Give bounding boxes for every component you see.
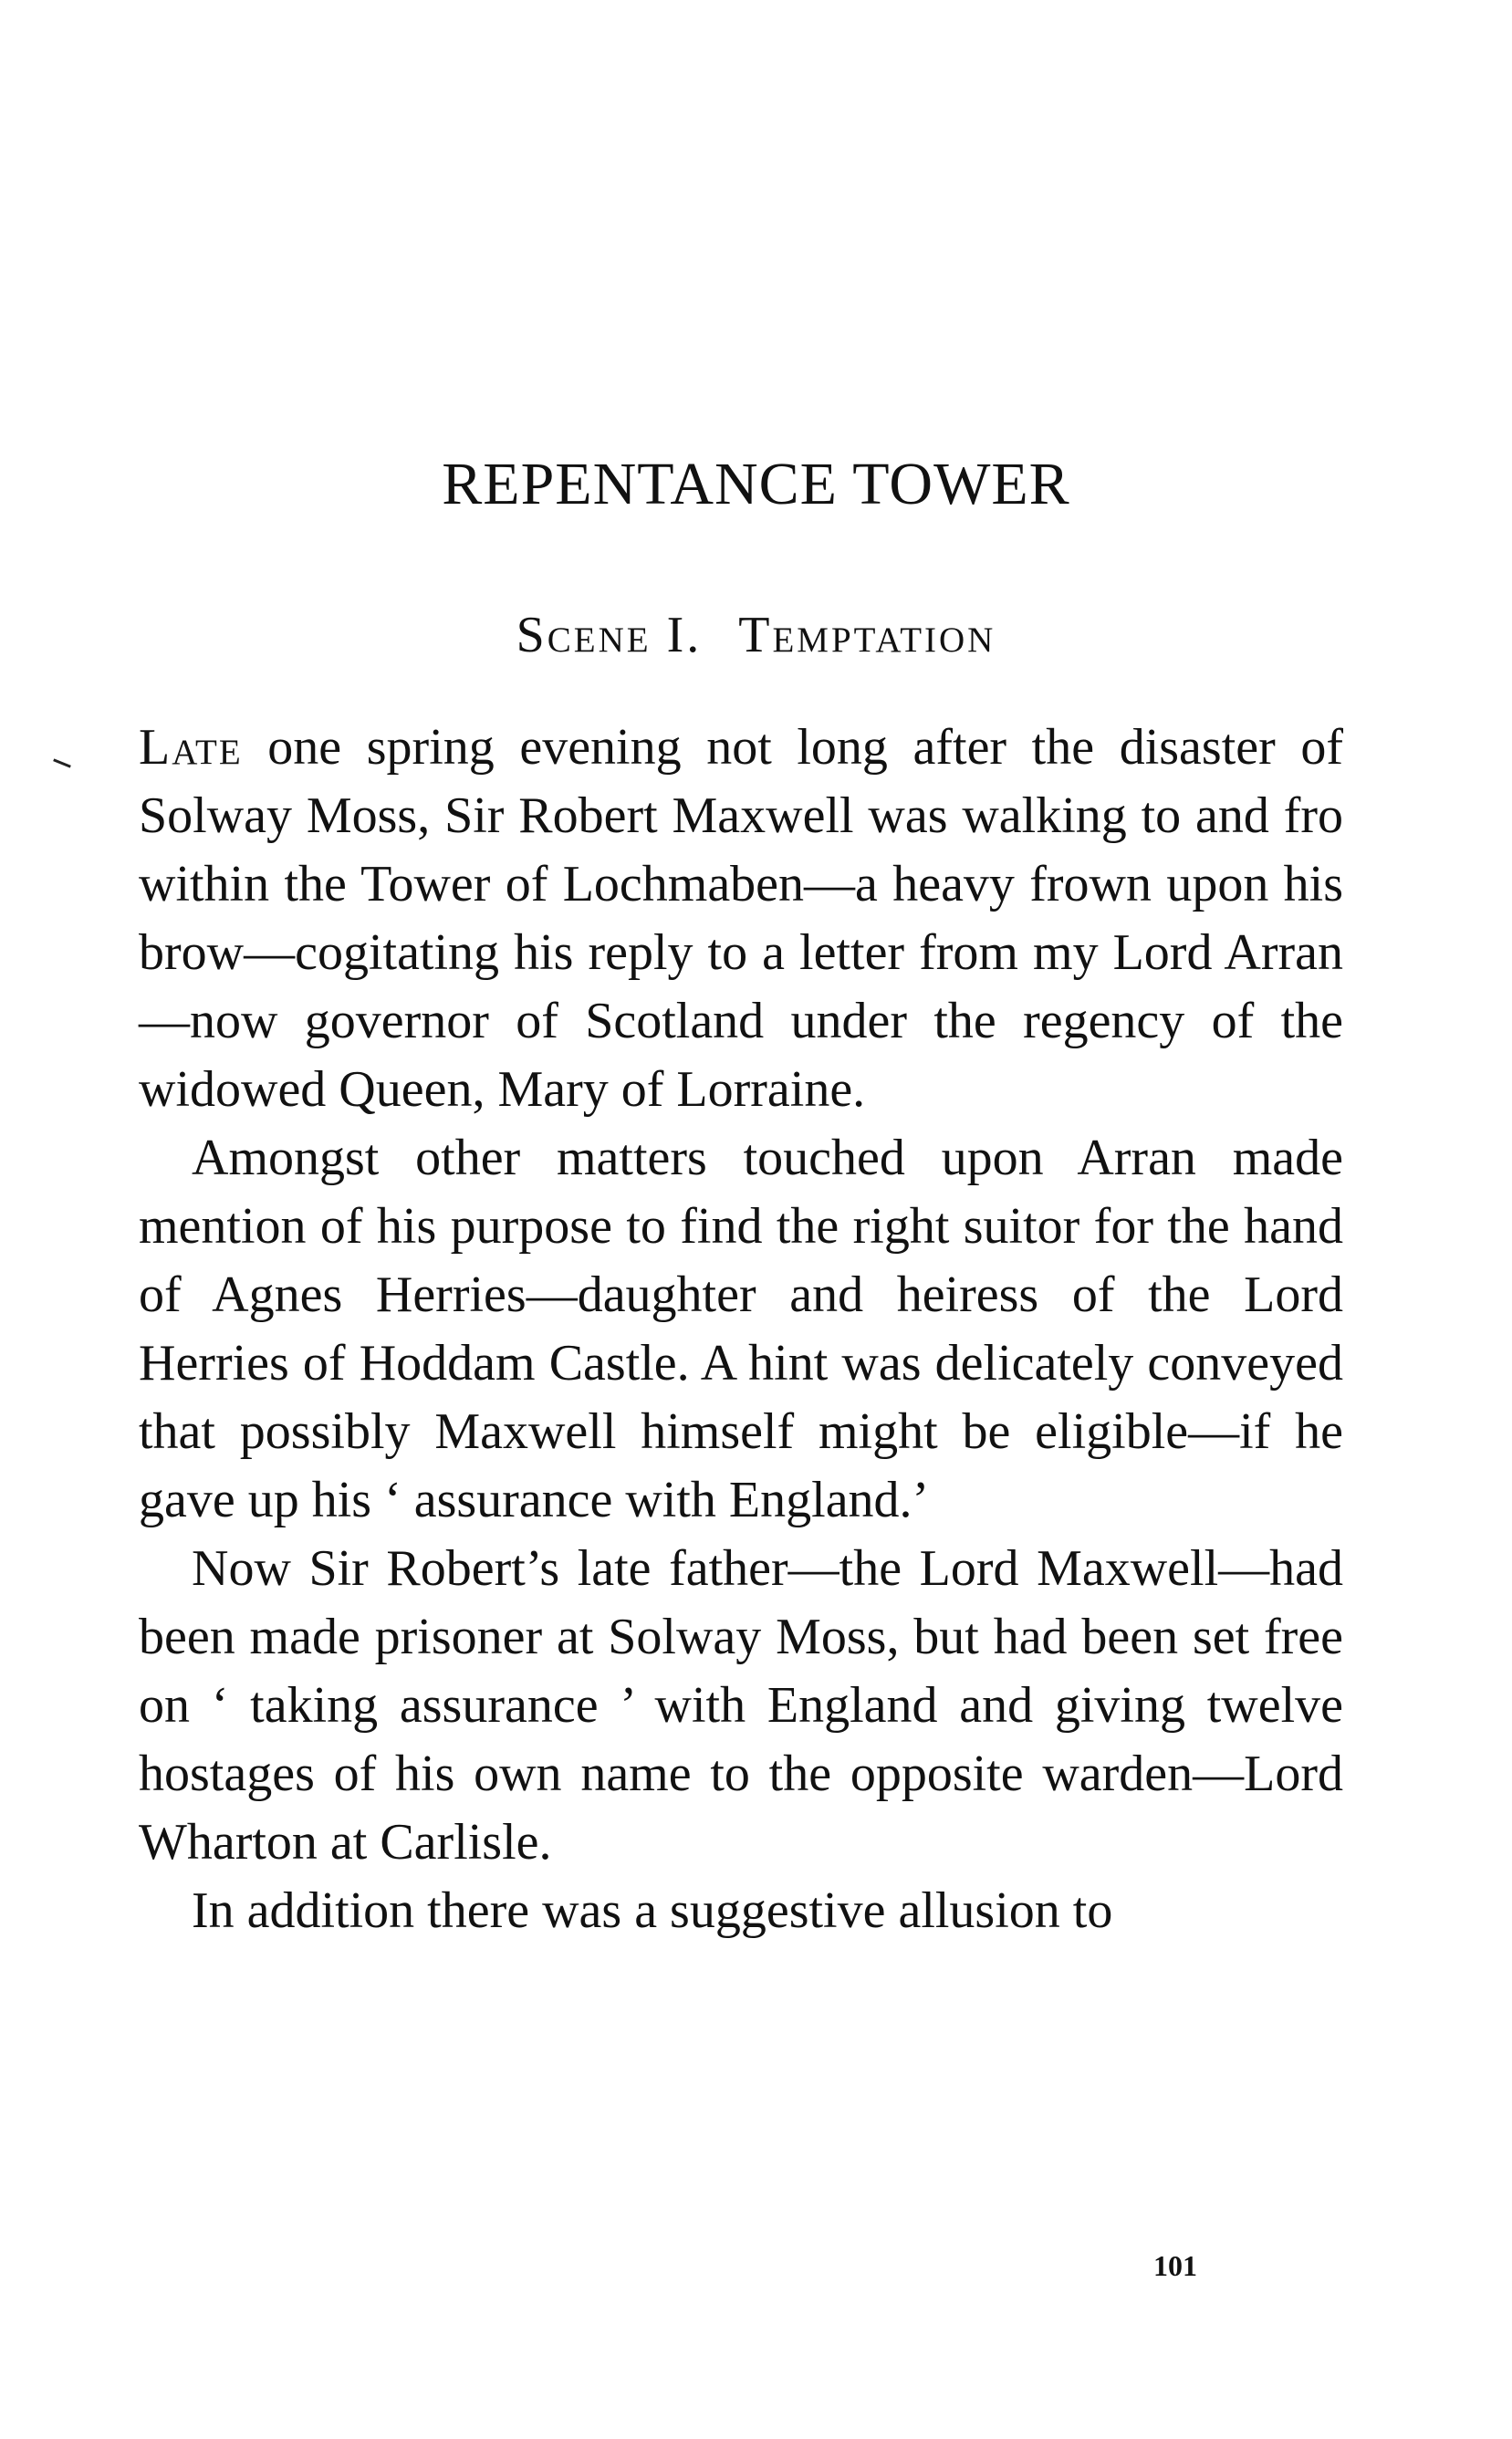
body-text (139, 714, 1343, 1945)
paragraph: Now Sir Robert’s late father—the Lord Maxwell—had been made prisoner at Solway Moss, but had been set free on ‘ taking assurance ’ with England and giving twelve hostages of his own name to the opposite warden—Lord Wharton at Carlisle. (139, 1540, 1343, 1871)
paragraph-text: one spring evening not long after the disaster of Solway Moss, Sir Robert Maxwell was walking to and fro within the Tower of Lochmaben—a heavy frown upon his brow—cogitating his reply to a letter from my Lord Arran —now governor of Scotland under the regency of the widowed Queen, Mary of Lorraine. (139, 719, 1343, 1118)
scene-heading (0, 607, 1512, 663)
paragraph-lead-word: Late (139, 719, 243, 776)
margin-mark (53, 758, 71, 767)
paragraph (139, 714, 1343, 1124)
scene-name: Temptation (738, 607, 996, 663)
chapter-title: REPENTANCE TOWER (442, 451, 1070, 517)
paragraph: Amongst other matters touched upon Arran made mention of his purpose to find the right suitor for the hand of Agnes Herries—daughter and heiress of the Lord Herries of Hoddam Castle. A hint was delicately conveyed that possibly Maxwell himself might be eligible—if he gave up his ‘ assurance with England.’ (139, 1130, 1343, 1528)
scene-number: Scene I. (516, 607, 703, 663)
page-number: 101 (1153, 2249, 1197, 2282)
paragraph: In addition there was a suggestive allusion to (192, 1882, 1113, 1939)
